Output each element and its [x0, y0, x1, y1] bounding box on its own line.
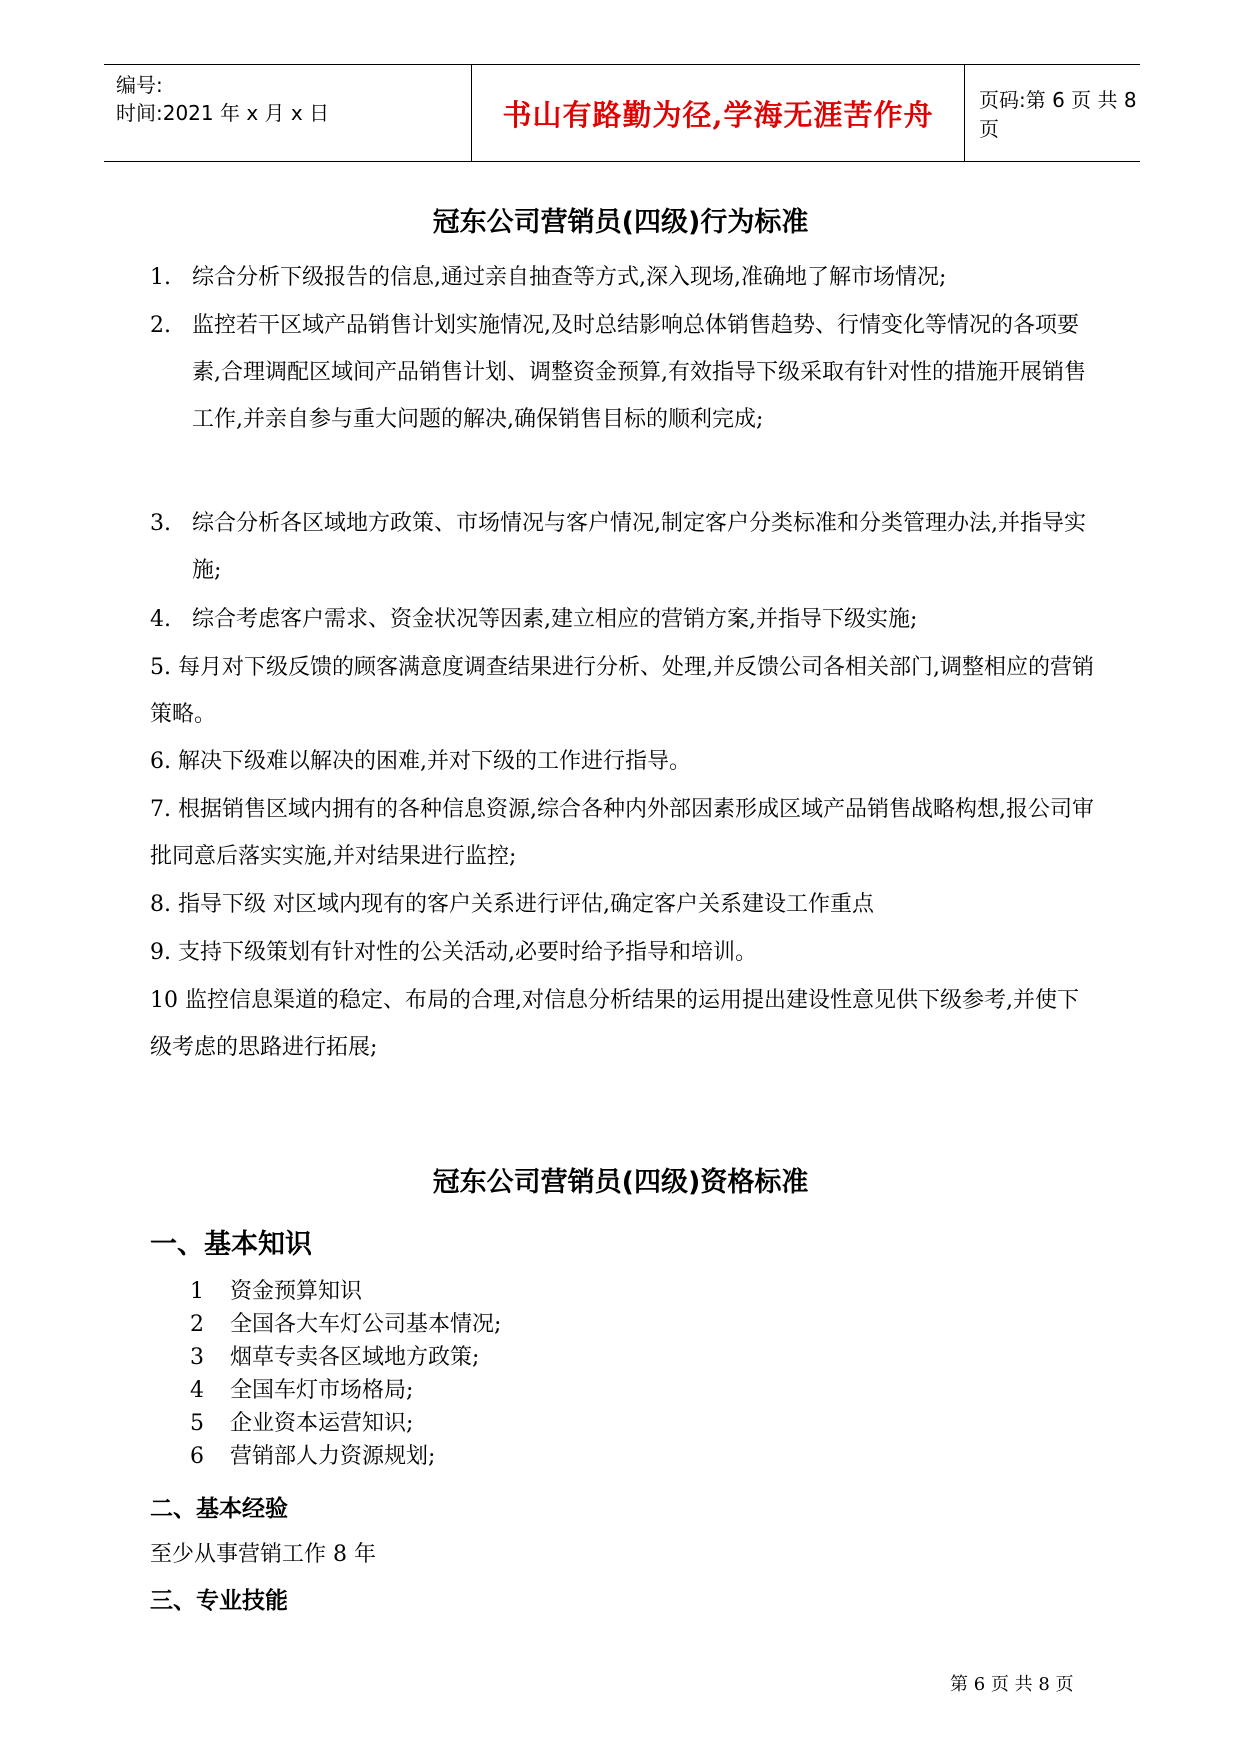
- document-time-label: 时间:2021 年 x 月 x 日: [116, 101, 330, 125]
- item-number: 2: [190, 1312, 204, 1337]
- item-text: 资金预算知识: [230, 1279, 363, 1304]
- item-text: 6. 解决下级难以解决的困难,并对下级的工作进行指导。: [150, 749, 691, 774]
- skills-heading: 三、专业技能: [150, 1588, 288, 1614]
- item-text: 5. 每月对下级反馈的顾客满意度调查结果进行分析、处理,并反馈公司各相关部门,调整相应的营销策略。: [150, 655, 1094, 727]
- item-text: 综合考虑客户需求、资金状况等因素,建立相应的营销方案,并指导下级实施;: [192, 607, 918, 632]
- list-item: [190, 1440, 435, 1473]
- experience-text: 至少从事营销工作 8 年: [150, 1542, 376, 1567]
- item-number: 3: [190, 1345, 204, 1370]
- item-text: 企业资本运营知识;: [230, 1411, 414, 1436]
- item-text: 监控若干区域产品销售计划实施情况,及时总结影响总体销售趋势、行情变化等情况的各项要素,合理调配区域间产品销售计划、调整资金预算,有效指导下级采取有针对性的措施开展销售工作,并亲自参与重大问题的解决,确保销售目标的顺利完成;: [192, 313, 1086, 432]
- item-number: 3.: [150, 511, 171, 536]
- item-text: 9. 支持下级策划有针对性的公关活动,必要时给予指导和培训。: [150, 940, 757, 965]
- list-item: [150, 786, 1100, 880]
- item-text: 10 监控信息渠道的稳定、布局的合理,对信息分析结果的运用提出建设性意见供下级参考,并使下级考虑的思路进行拓展;: [150, 988, 1079, 1060]
- page-footer: 第 6 页 共 8 页: [950, 1674, 1074, 1695]
- list-item: [190, 1374, 413, 1407]
- section2-title: 冠东公司营销员(四级)资格标准: [432, 1167, 809, 1198]
- list-item: [150, 596, 1100, 643]
- list-item: [150, 500, 1100, 594]
- item-text: 全国车灯市场格局;: [230, 1378, 414, 1403]
- item-text: 全国各大车灯公司基本情况;: [230, 1312, 502, 1337]
- list-item: [150, 254, 1100, 301]
- list-item: [150, 881, 1100, 928]
- item-number: 6: [190, 1444, 204, 1469]
- list-item: [150, 302, 1100, 443]
- item-text: 营销部人力资源规划;: [230, 1444, 436, 1469]
- list-item: [150, 644, 1100, 738]
- list-item: [190, 1308, 501, 1341]
- list-item: [190, 1407, 413, 1440]
- list-item: [150, 977, 1100, 1071]
- header-page-label: 页码:第 6 页 共 8 页: [979, 88, 1137, 141]
- list-item: [190, 1341, 479, 1374]
- item-number: 4: [190, 1378, 204, 1403]
- item-text: 7. 根据销售区域内拥有的各种信息资源,综合各种内外部因素形成区域产品销售战略构想,报公司审批同意后落实实施,并对结果进行监控;: [150, 797, 1094, 869]
- item-number: 1.: [150, 265, 171, 290]
- item-text: 综合分析各区域地方政策、市场情况与客户情况,制定客户分类标准和分类管理办法,并指导实施;: [192, 511, 1086, 583]
- experience-heading: 二、基本经验: [150, 1496, 288, 1522]
- list-item: [190, 1275, 362, 1308]
- item-number: 2.: [150, 313, 171, 338]
- knowledge-heading: 一、基本知识: [150, 1229, 312, 1260]
- list-item: [150, 929, 1100, 976]
- item-number: 4.: [150, 607, 171, 632]
- item-text: 8. 指导下级 对区域内现有的客户关系进行评估,确定客户关系建设工作重点: [150, 892, 874, 917]
- section1-title: 冠东公司营销员(四级)行为标准: [432, 207, 809, 238]
- page-header: [104, 64, 1140, 162]
- item-text: 综合分析下级报告的信息,通过亲自抽查等方式,深入现场,准确地了解市场情况;: [192, 265, 947, 290]
- item-text: 烟草专卖各区域地方政策;: [230, 1345, 480, 1370]
- item-number: 5: [190, 1411, 204, 1436]
- item-number: 1: [190, 1279, 204, 1304]
- document-number-label: 编号:: [116, 73, 163, 97]
- list-item: [150, 738, 1100, 785]
- header-motto: 书山有路勤为径,学海无涯苦作舟: [471, 65, 965, 161]
- header-meta: [116, 65, 471, 161]
